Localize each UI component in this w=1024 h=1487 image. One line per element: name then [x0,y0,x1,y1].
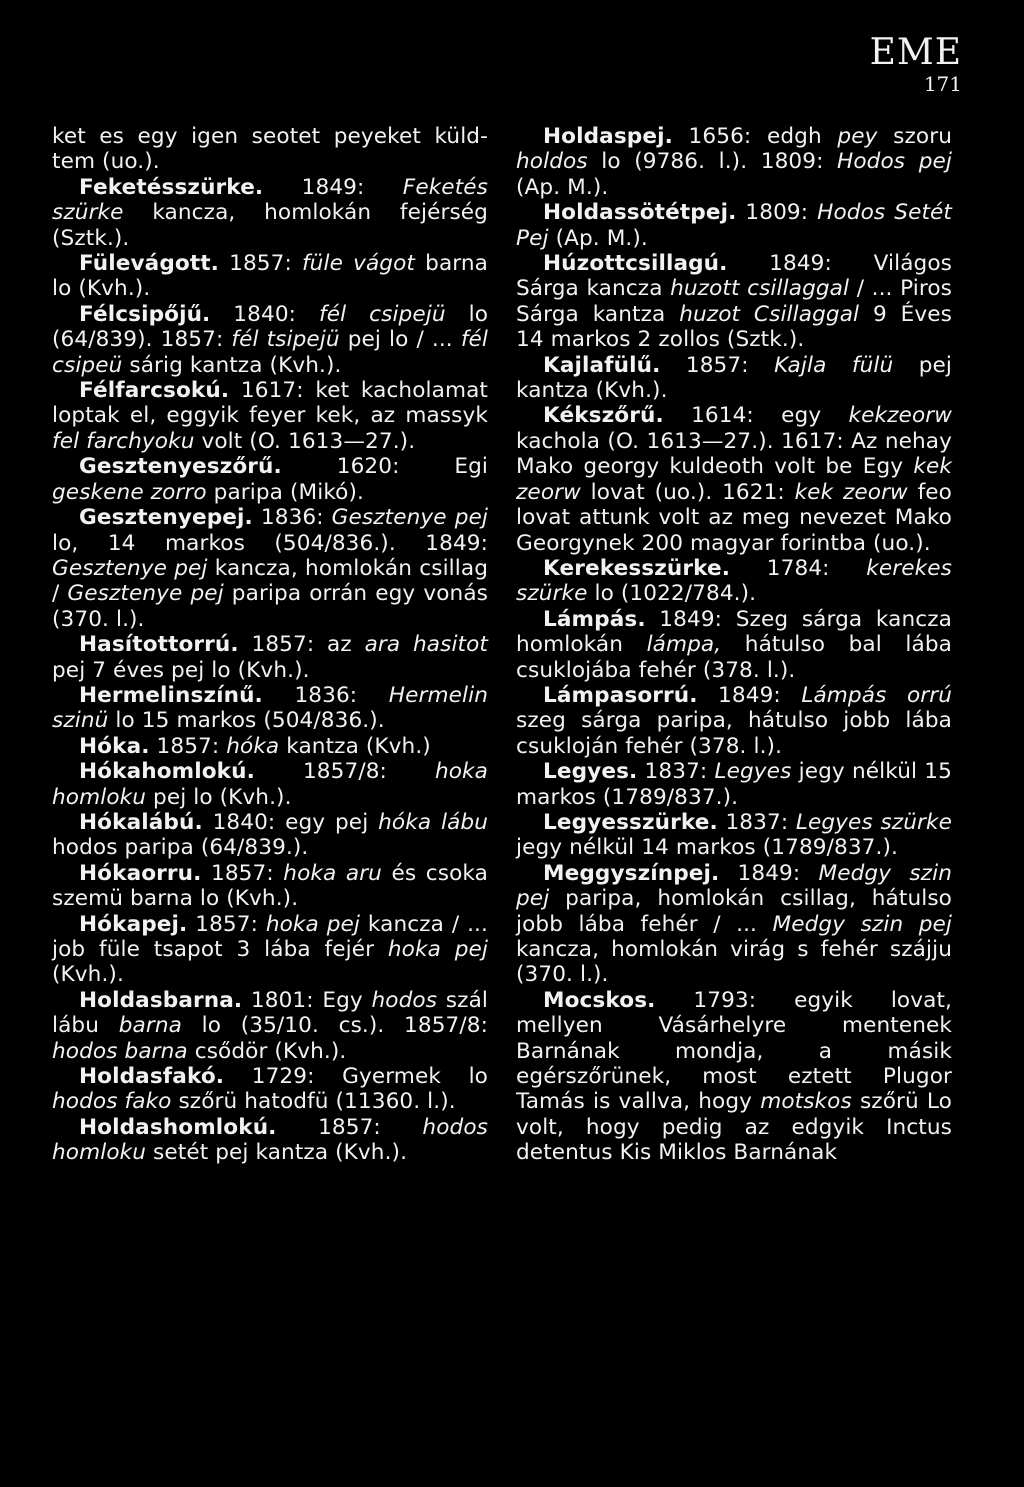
entry-text: pej lo (Kvh.). [146,784,292,810]
entry-text: csődör (Kvh.). [187,1038,347,1064]
left-column [52,124,488,1166]
entry-text: sárig kantza (Kvh.). [122,352,342,378]
entry-quote: holdos [516,149,588,175]
entry-quote: geskene zorro [52,479,207,505]
entry-quote: hoka aru [283,860,382,886]
dictionary-entry [52,988,488,1064]
entry-quote: Legyes szürke [795,809,952,835]
dictionary-entry [52,810,488,861]
entry-headword: Feketésszürke. [79,174,264,200]
entry-quote: hodos homloku [52,1114,488,1166]
entry-text: (Ap. M.). [516,174,609,200]
entry-text: 1840: egy pej [202,809,379,835]
dictionary-entry [516,607,952,683]
entry-text: 1836: [262,682,389,708]
entry-quote: Gesztenye pej [331,505,488,531]
entry-quote: hóka [226,733,280,759]
entry-text: paripa (Mikó). [206,479,364,505]
entry-text: (Kvh.). [52,962,124,988]
entry-headword: Húzottcsillagú. [543,251,728,277]
entry-text: szőrü hatodfü (11360. l.). [171,1089,456,1115]
entry-text: 1784: [730,555,867,581]
entry-text: jegy nélkül 15 markos (1789/837.). [516,759,952,810]
entry-quote: Legyes [714,759,792,785]
dictionary-entry [52,302,488,378]
entry-text: 1857/8: [254,759,435,785]
dictionary-entry [516,251,952,353]
entry-headword: Félfarcsokú. [79,378,230,404]
entry-headword: Hókahomlokú. [79,759,255,785]
dictionary-entry [52,505,488,632]
entry-text: kancza / ... job füle tsapot 3 lába fejér [52,911,488,962]
entry-quote: ara hasitot [364,632,488,658]
entry-quote: hoka homloku [52,759,488,810]
entry-text: 1837: [637,759,715,785]
entry-quote: hodos barna [52,1038,188,1064]
dictionary-entry [516,988,952,1166]
entry-headword: Holdasfakó. [79,1064,225,1090]
dictionary-entry [52,683,488,734]
entry-quote: fél tsipejü [231,327,340,353]
entry-text: 1857: [660,352,775,378]
entry-text: lovat (uo.). 1621: [580,479,795,505]
dictionary-entry [52,124,488,175]
entry-text: 1857: [276,1114,423,1140]
entry-text: 1857: [218,251,302,277]
dictionary-entry [52,759,488,810]
entry-quote: pey [837,124,878,149]
entry-headword: Gesztenyepej. [79,505,253,531]
dictionary-entry [516,353,952,404]
dictionary-entry [516,200,952,251]
entry-text: 1857: az [238,632,365,658]
entry-text: kancza, homlokán fejérség (Sztk.). [52,200,488,251]
entry-text: lo, 14 markos (504/836.). 1849: [52,530,488,556]
entry-quote: motskos [760,1089,852,1115]
entry-quote: huzott csillaggal [670,276,850,302]
entry-text: lo (35/10. cs.). 1857/8: [181,1013,488,1039]
entry-headword: Lámpasorrú. [543,682,698,708]
entry-text: paripa, homlokán csillag, hátulso jobb lába fehér / ... [516,886,952,937]
entry-text: kantza (Kvh.) [279,733,431,759]
entry-quote: hóka lábu [378,809,489,835]
entry-quote: Hodos Setét Pej [516,200,952,251]
entry-text: 1656: edgh [672,124,838,149]
entry-text: 1837: [717,809,796,835]
entry-quote: kekzeorw [848,403,952,429]
entry-headword: Meggyszínpej. [543,860,720,886]
entry-quote: kek zeorw [794,479,908,505]
entry-text: szál lábu [52,987,488,1039]
entry-quote: hodos [371,987,438,1013]
entry-text: szőrü Lo volt, hogy pedig az edgyik Inctus detentus Kis Miklos Barnának [516,1089,952,1166]
entry-text: pej lo / ... [339,327,461,353]
entry-quote: hodos fako [52,1089,172,1115]
entry-text: 9 Éves 14 markos 2 zollos (Sztk.). [516,301,952,353]
dictionary-entry [516,861,952,988]
dictionary-entry [52,861,488,912]
entry-headword: Legyesszürke. [543,809,718,835]
entry-quote: Kajla fülü [774,352,894,378]
entry-text: 1809: [736,200,818,226]
dictionary-entry [516,810,952,861]
dictionary-entry [52,378,488,454]
entry-text: pej kantza (Kvh.). [516,352,952,404]
entry-text: 1857: [201,860,284,886]
entry-text: feo lovat attunk volt az meg nevezet Mako Georgynek 200 magyar forintba (uo.). [516,479,952,556]
entry-quote: fel farchyoku [52,428,195,454]
entry-text: 1836: [252,505,332,531]
entry-text: 1620: Egi [281,454,488,480]
entry-text: 1729: Gyermek lo [224,1064,488,1090]
entry-text: 1849: [263,174,403,200]
entry-headword: Gesztenyeszőrű. [79,454,282,480]
entry-text: lo (1022/784.). [587,581,757,607]
entry-text: lo (9786. l.). 1809: [587,149,838,175]
entry-headword: Holdashomlokú. [79,1114,277,1140]
entry-text: 1849: [697,682,802,708]
entry-text: jegy nélkül 14 markos (1789/837.). [516,835,898,861]
entry-headword: Holdassötétpej. [543,200,737,226]
entry-quote: Medgy szin pej [772,911,953,937]
entry-headword: Hókaorru. [79,860,202,886]
entry-headword: Kerekesszürke. [543,555,731,581]
entry-quote: Hodos pej [837,149,953,175]
entry-quote: füle vágot [301,251,415,277]
dictionary-entry [52,912,488,988]
entry-text: szoru [877,124,952,149]
right-column [516,124,952,1166]
entry-quote: hoka pej [387,937,488,962]
entry-text: ket es egy igen seotet peyeket küld-tem (uo.). [52,124,488,175]
entry-headword: Lámpás. [543,606,646,632]
entry-text: 1849: [719,860,819,886]
dictionary-entry [52,1064,488,1115]
entry-headword: Kajlafülű. [543,352,661,378]
dictionary-entry [516,403,952,555]
entry-quote: kek zeorw [516,454,952,505]
dictionary-entry [516,556,952,607]
entry-headword: Mocskos. [543,987,656,1013]
dictionary-entry [516,759,952,810]
entry-text: és csoka szemü barna lo (Kvh.). [52,860,488,912]
entry-text: / ... Piros Sárga kantza [516,276,953,327]
page-header [870,34,962,96]
entry-text: lo (64/839). 1857: [52,301,488,353]
entry-text: 1849: Világos Sárga kancza [516,251,952,302]
entry-text: 1857: [187,911,266,937]
entry-quote: Gesztenye pej [52,555,208,581]
entry-text: hodos paripa (64/839.). [52,835,309,861]
running-title: EME [869,32,962,73]
entry-text: 1840: [210,301,319,327]
entry-headword: Holdaspej. [543,124,673,149]
dictionary-entry [52,454,488,505]
entry-text: szeg sárga paripa, hátulso jobb lába csukloján fehér (378. l.). [516,708,952,759]
entry-text: 1614: egy [663,403,849,429]
dictionary-entry [52,632,488,683]
entry-text: volt (O. 1613—27.). [194,428,416,454]
entry-text: 1801: Egy [242,987,372,1013]
entry-headword: Holdasbarna. [79,987,243,1013]
entry-quote: Medgy szin pej [516,860,952,912]
entry-text: kachola (O. 1613—27.). 1617: Az nehay Mako georgy kuldeoth volt be Egy [516,428,952,480]
entry-text: 1617: ket kacholamat loptak el, eggyik feyer kek, az massyk [52,378,488,429]
entry-quote: hoka pej [265,911,361,937]
entry-quote: Hermelin szinü [52,682,488,734]
entry-quote: Feketés szürke [52,174,488,226]
dictionary-entry [52,251,488,302]
entry-headword: Hóka. [79,733,150,759]
entry-text: kancza, homlokán virág s fehér szájju (370. l.). [516,937,952,988]
entry-text: 1793: egyik lovat, mellyen Vásárhelyre mentenek Barnának mondja, a másik egérszőrünek, most eztett Plugor Tamás is vallva, hogy [516,987,952,1115]
entry-text: paripa orrán egy vonás (370. l.). [52,581,489,632]
dictionary-entry [516,683,952,759]
entry-text: pej 7 éves pej lo (Kvh.). [52,657,310,683]
entry-headword: Hókalábú. [79,809,203,835]
entry-quote: lámpa, [646,632,722,658]
entry-headword: Félcsipőjű. [79,301,211,327]
page-number: 171 [923,72,962,96]
entry-text: hátulso bal lába csuklojába fehér (378. l.). [516,632,952,683]
dictionary-entry [52,1115,488,1166]
entry-text: lo 15 markos (504/836.). [108,708,385,734]
entry-quote: barna [118,1013,182,1039]
entry-text: barna lo (Kvh.). [52,251,488,302]
entry-text: 1857: [149,733,227,759]
entry-text: setét pej kantza (Kvh.). [146,1140,408,1166]
entry-text: kancza, homlokán csillag / [52,555,489,607]
entry-quote: kerekes szürke [516,555,952,607]
dictionary-entry [52,175,488,251]
entry-headword: Fülevágott. [79,251,219,277]
entry-quote: fél csipejü [319,301,446,327]
entry-headword: Hókapej. [79,911,188,937]
entry-text: (Ap. M.). [548,225,648,251]
dictionary-entry [516,124,952,200]
entry-quote: Gesztenye pej [67,581,224,607]
entry-headword: Kékszőrű. [543,403,664,429]
entry-quote: Lámpás orrú [801,682,952,708]
entry-quote: fél csipeü [52,327,488,378]
entry-quote: huzot Csillaggal [679,301,860,327]
entry-headword: Hasítottorrú. [79,632,239,658]
entry-text: 1849: Szeg sárga kancza homlokán [516,606,952,658]
entry-headword: Hermelinszínű. [79,682,263,708]
entry-headword: Legyes. [543,759,638,785]
dictionary-entry [52,734,488,759]
